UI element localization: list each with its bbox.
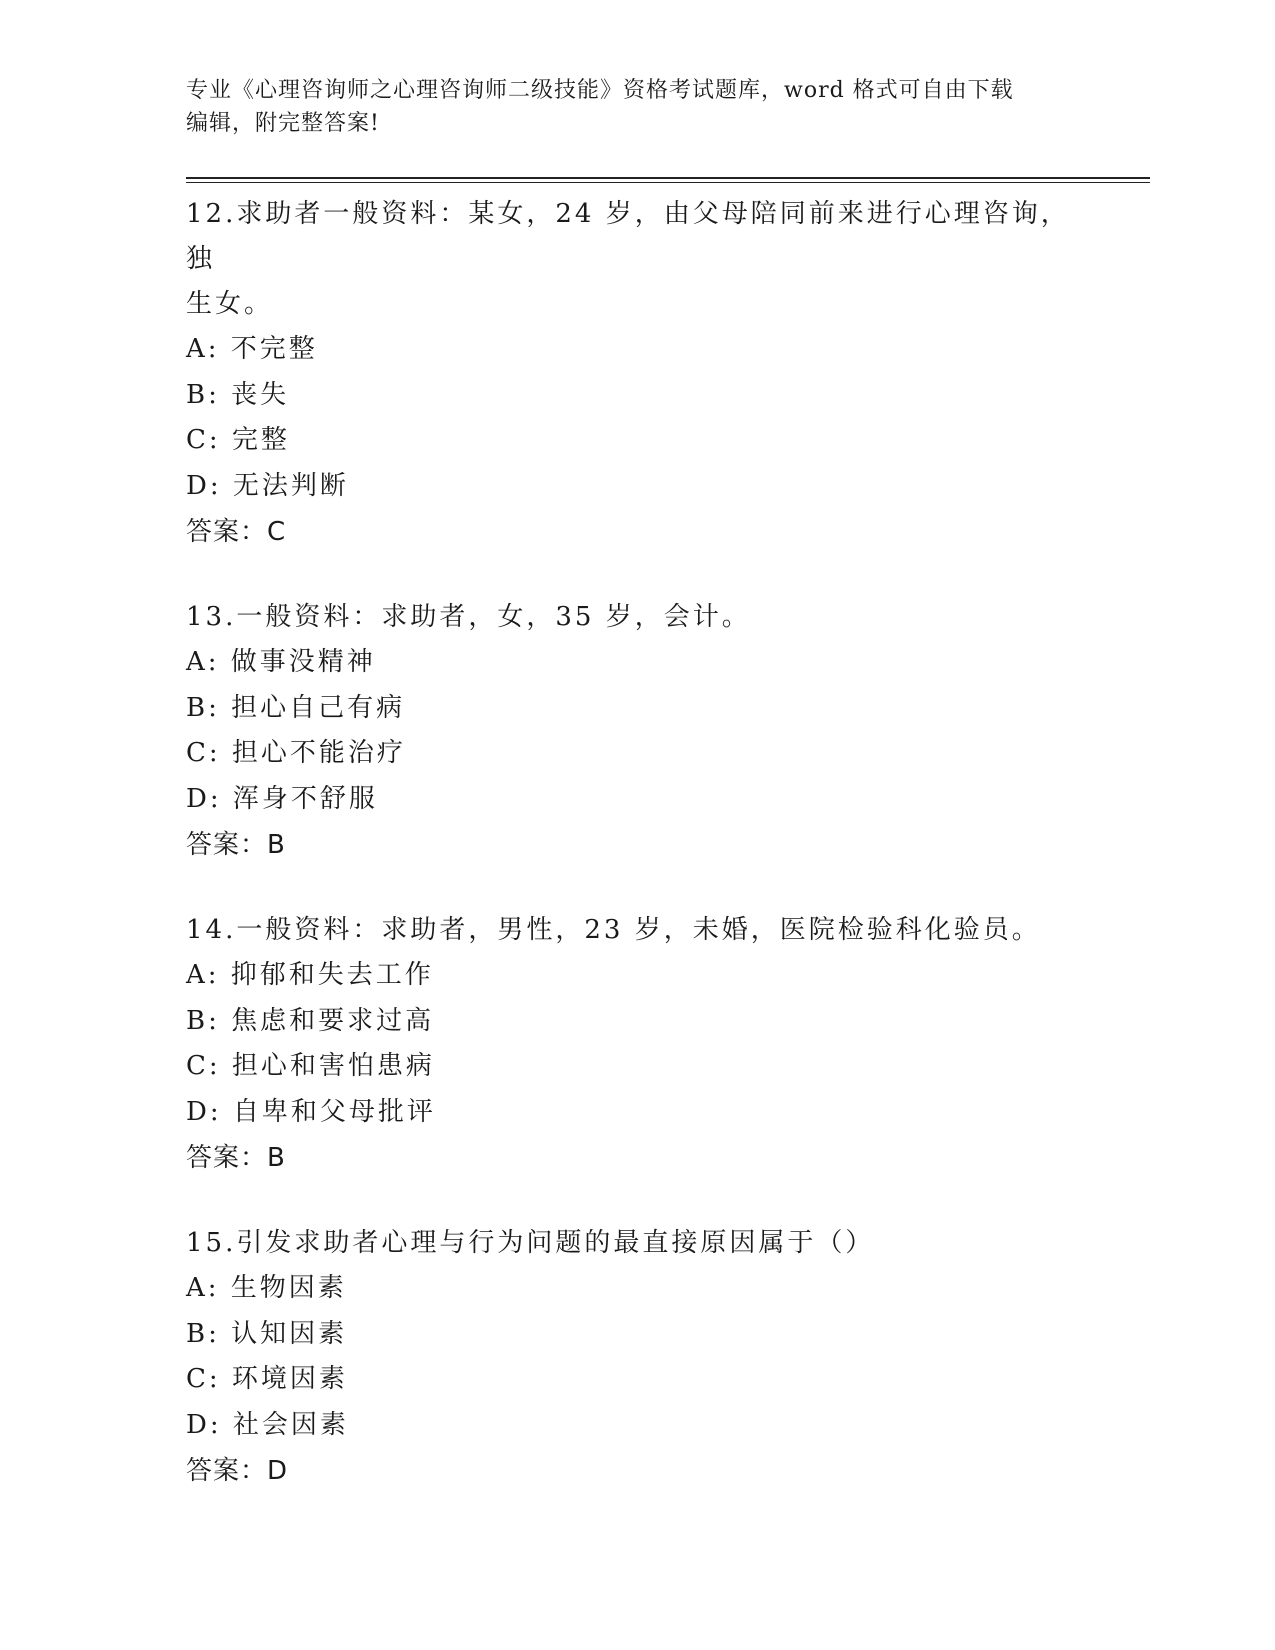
- question-stem: 14.一般资料：求助者，男性，23 岁，未婚，医院检验科化验员。: [186, 915, 1041, 945]
- header-divider-thin: [186, 182, 1150, 183]
- option-a: A: 不完整: [186, 334, 318, 364]
- question-13: [186, 595, 1086, 868]
- option-b: B: 焦虑和要求过高: [186, 1005, 435, 1036]
- option-b: B: 担心自己有病: [186, 692, 406, 723]
- option-d: D: 无法判断: [186, 470, 349, 501]
- answer: 答案：B: [186, 830, 286, 860]
- question-15: [186, 1221, 1086, 1494]
- question-12: [186, 192, 1086, 555]
- option-a: A: 做事没精神: [186, 647, 376, 677]
- option-c: C: 担心和害怕患病: [186, 1051, 435, 1081]
- question-stem: 15.引发求助者心理与行为问题的最直接原因属于（）: [186, 1228, 875, 1258]
- option-c: C: 环境因素: [186, 1364, 348, 1394]
- answer: 答案：C: [186, 517, 287, 547]
- header-line-2: 编辑，附完整答案!: [186, 111, 380, 136]
- option-b: B: 认知因素: [186, 1318, 348, 1349]
- option-a: A: 抑郁和失去工作: [186, 960, 434, 990]
- question-stem-continued: 生女。: [186, 289, 274, 319]
- answer: 答案：B: [186, 1143, 286, 1173]
- option-c: C: 完整: [186, 425, 290, 455]
- option-d: D: 浑身不舒服: [186, 783, 378, 814]
- document-header: [186, 74, 1086, 140]
- option-c: C: 担心不能治疗: [186, 738, 406, 768]
- answer: 答案：D: [186, 1456, 289, 1486]
- question-list: [186, 192, 1086, 1522]
- header-divider-thick: [186, 177, 1150, 179]
- option-d: D: 社会因素: [186, 1409, 349, 1440]
- question-stem: 12.求助者一般资料：某女，24 岁，由父母陪同前来进行心理咨询，独: [186, 199, 1070, 274]
- question-stem: 13.一般资料：求助者，女，35 岁，会计。: [186, 602, 751, 632]
- option-b: B: 丧失: [186, 379, 290, 410]
- question-14: [186, 908, 1086, 1181]
- option-d: D: 自卑和父母批评: [186, 1096, 436, 1127]
- option-a: A: 生物因素: [186, 1273, 347, 1303]
- header-line-1: 专业《心理咨询师之心理咨询师二级技能》资格考试题库，word 格式可自由下载: [186, 78, 1014, 103]
